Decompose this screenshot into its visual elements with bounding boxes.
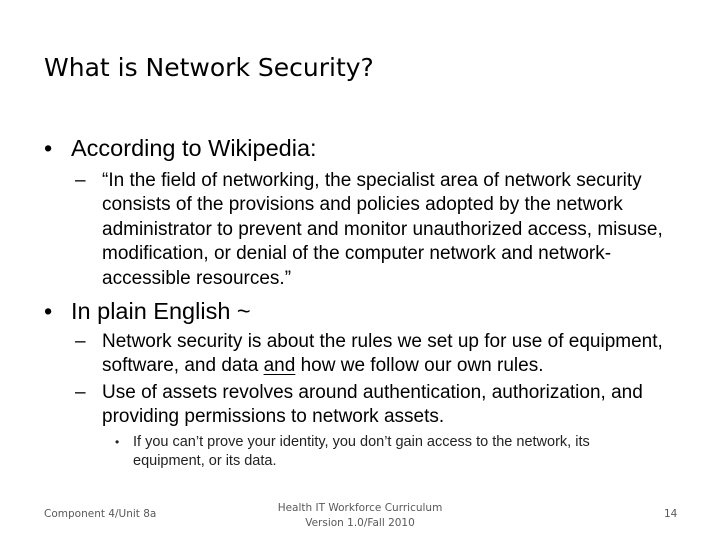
sub-bullet-text [102, 330, 682, 379]
footer-curriculum-line2: Version 1.0/Fall 2010 [305, 517, 415, 529]
text-before: Network security is about the rules we set up for use of equipment, software, and data [102, 331, 663, 377]
sub-bullet-assets [75, 381, 685, 431]
sub-sub-bullet-identity [115, 433, 655, 473]
emphasis-and: and [263, 355, 296, 377]
footer-curriculum-line1: Health IT Workforce Curriculum [277, 502, 443, 514]
bullet-wikipedia [44, 133, 684, 163]
sub-sub-bullet-text: If you can’t prove your identity, you don’t gain access to the network, its equipment, or its data. [133, 434, 590, 469]
bullet-plain-english [44, 296, 684, 326]
footer-component: Component 4/Unit 8a [44, 508, 157, 520]
footer-curriculum [260, 501, 460, 531]
sub-bullet-definition [75, 169, 685, 293]
sub-bullet-text: Use of assets revolves around authentication, authorization, and providing permissions to network assets. [102, 382, 643, 428]
dash-bullet-icon: – [75, 170, 86, 191]
text-after: how we follow our own rules. [295, 355, 544, 377]
bullet-dot-icon: • [115, 435, 120, 449]
definition-quote: “In the field of networking, the specialist area of network security consists of the provisions and policies adopted by the network administrator to prevent and monitor unauthorized access, misuse, modification, or denial of the computer network and network-accessible resources.” [102, 170, 663, 289]
bullet-dot-icon: • [44, 298, 53, 324]
bullet-dot-icon: • [44, 135, 53, 161]
bullet-text: In plain English ~ [71, 298, 251, 324]
sub-bullet-rules [75, 330, 685, 380]
dash-bullet-icon: – [75, 382, 86, 403]
bullet-text: According to Wikipedia: [71, 135, 317, 161]
dash-bullet-icon: – [75, 331, 86, 352]
slide-title: What is Network Security? [44, 53, 374, 82]
page-number: 14 [664, 508, 678, 520]
